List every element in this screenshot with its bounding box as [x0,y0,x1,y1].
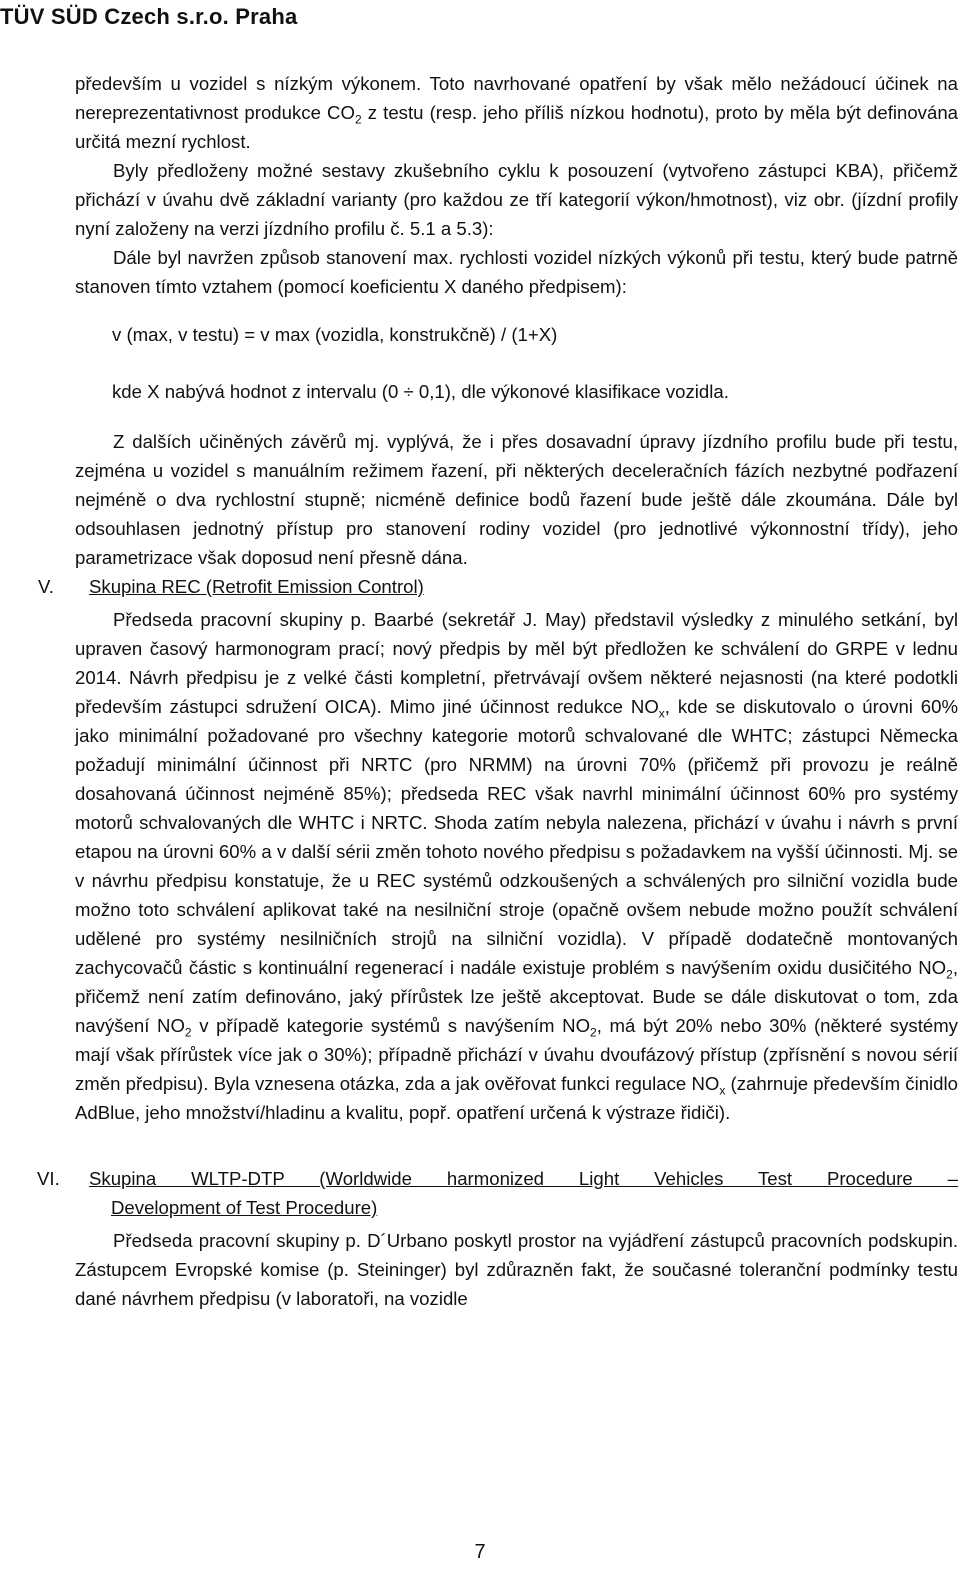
section-vi-text: Předseda pracovní skupiny p. D´Urbano poskytl prostor na vyjádření zástupců pracovních podskupin. Zástupcem Evropské komise (p. Steininger) byl zdůrazněn fakt, že současné toleranční podmínky testu dané návrhem předpisu (v laboratoři, na vozidle [75,1230,958,1309]
document-header: TÜV SÜD Czech s.r.o. Praha [0,4,298,29]
section-v-heading [38,572,958,601]
section-title [89,1164,958,1222]
section-number: V. [38,576,54,597]
paragraph-max-speed: Dále byl navržen způsob stanovení max. rychlosti vozidel nízkých výkonů při testu, který bude patrně stanoven tímto vztahem (pomocí koeficientu X daného předpisem): [75,247,958,297]
section-title-line: Development of Test Procedure) [111,1197,378,1218]
section-title-line: Skupina WLTP-DTP (Worldwide harmonized Light Vehicles Test Procedure – [89,1168,958,1189]
section-v-text: Předseda pracovní skupiny p. Baarbé (sekretář J. May) představil výsledky z minulého setkání, byl upraven časový harmonogram prací; nový předpis by měl být předložen ke schválení do GRPE v lednu 2014. Návrh předpisu je z velké části kompletní, přetrvávají ovšem některé nejasnosti (na které podotkli především zástupci sdružení OICA). Mimo jiné účinnost redukce $NO_x$, kde se diskutovalo o úrovni 60% jako minimální požadované pro všechny kategorie motorů schvalované dle WHTC; zástupci Německa požadují minimální účinnost při NRTC (pro NRMM) na úrovni 70% (přičemž při provozu je reálně dosahovaná účinnost nejméně 85%); předseda REC však navrhl minimální účinnost 60% pro systémy motorů schvalovaných dle WHTC i NRTC. Shoda zatím nebyla nalezena, přichází v úvahu i návrh s první etapou na úrovni 60% a v další sérii změn tohoto nového předpisu s požadavkem na vyšší účinnosti. Mj. se v návrhu předpisu konstatuje, že u REC systémů odzkoušených a schválených pro silniční vozidla bude možno toto schválení aplikovat také na nesilniční stroje (opačně ovšem nebude možno použít schválení udělené pro systémy nesilničních strojů na silniční vozidla). V případě dodatečně montovaných zachycovačů částic s kontinuální regenerací i nadále existuje problém s navýšením oxidu dusičitého $NO_2$, přičemž není zatím definováno, jaký přírůstek lze ještě akceptovat. Bude se dále diskutovat o tom, zda navýšení $NO_2$ v případě kategorie systémů s navýšením $NO_2$, má být 20% nebo 30% (některé systémy mají však přírůstek více jak o 30%); případně přichází v úvahu dvoufázový přístup (zpřísnění s novou sérií změn předpisu). Byla vznesena otázka, zda a jak ověřovat funkci regulace $NO_x$ (zahrnuje především činidlo AdBlue, jeho množství/hladinu a kvalitu, popř. opatření určená k výstraze řidiči). [75,609,958,1123]
section-number: VI. [37,1168,60,1189]
formula-note: kde X nabývá hodnot z intervalu (0 ÷ 0,1), dle výkonové klasifikace vozidla. [112,381,729,402]
page-number: 7 [474,1541,486,1563]
formula: v (max, v testu) = v max (vozidla, konstrukčně) / (1+X) [112,324,558,345]
paragraph-conclusions: Z dalších učiněných závěrů mj. vyplývá, že i přes dosavadní úpravy jízdního profilu bude při testu, zejména u vozidel s manuálním režimem řazení, při některých deceleračních fázích nezbytné podřazení nejméně o dva rychlostní stupně; nicméně definice bodů řazení bude ještě dále zkoumána. Dále byl odsouhlasen jednotný přístup pro stanovení rodiny vozidel (pro jednotlivé výkonnostní třídy), jeho parametrizace však doposud není přesně dána. [75,431,958,568]
section-title: Skupina REC (Retrofit Emission Control) [89,576,424,597]
section-vi-heading [37,1164,958,1222]
paragraph-test-cycle: Byly předloženy možné sestavy zkušebního cyklu k posouzení (vytvořeno zástupci KBA), přičemž přichází v úvahu dvě základní varianty (pro každou ze tří kategorií výkon/hmotnost), viz obr. (jízdní profily nyní založeny na verzi jízdního profilu č. 5.1 a 5.3): [75,160,958,239]
document-body [37,69,959,1313]
paragraph-co2: především u vozidel s nízkým výkonem. Toto navrhované opatření by však mělo nežádoucí účinek na nereprezentativnost produkce $CO_2$ z testu (resp. jeho příliš nízkou hodnotu), proto by měla být definována určitá mezní rychlost. [75,73,959,152]
